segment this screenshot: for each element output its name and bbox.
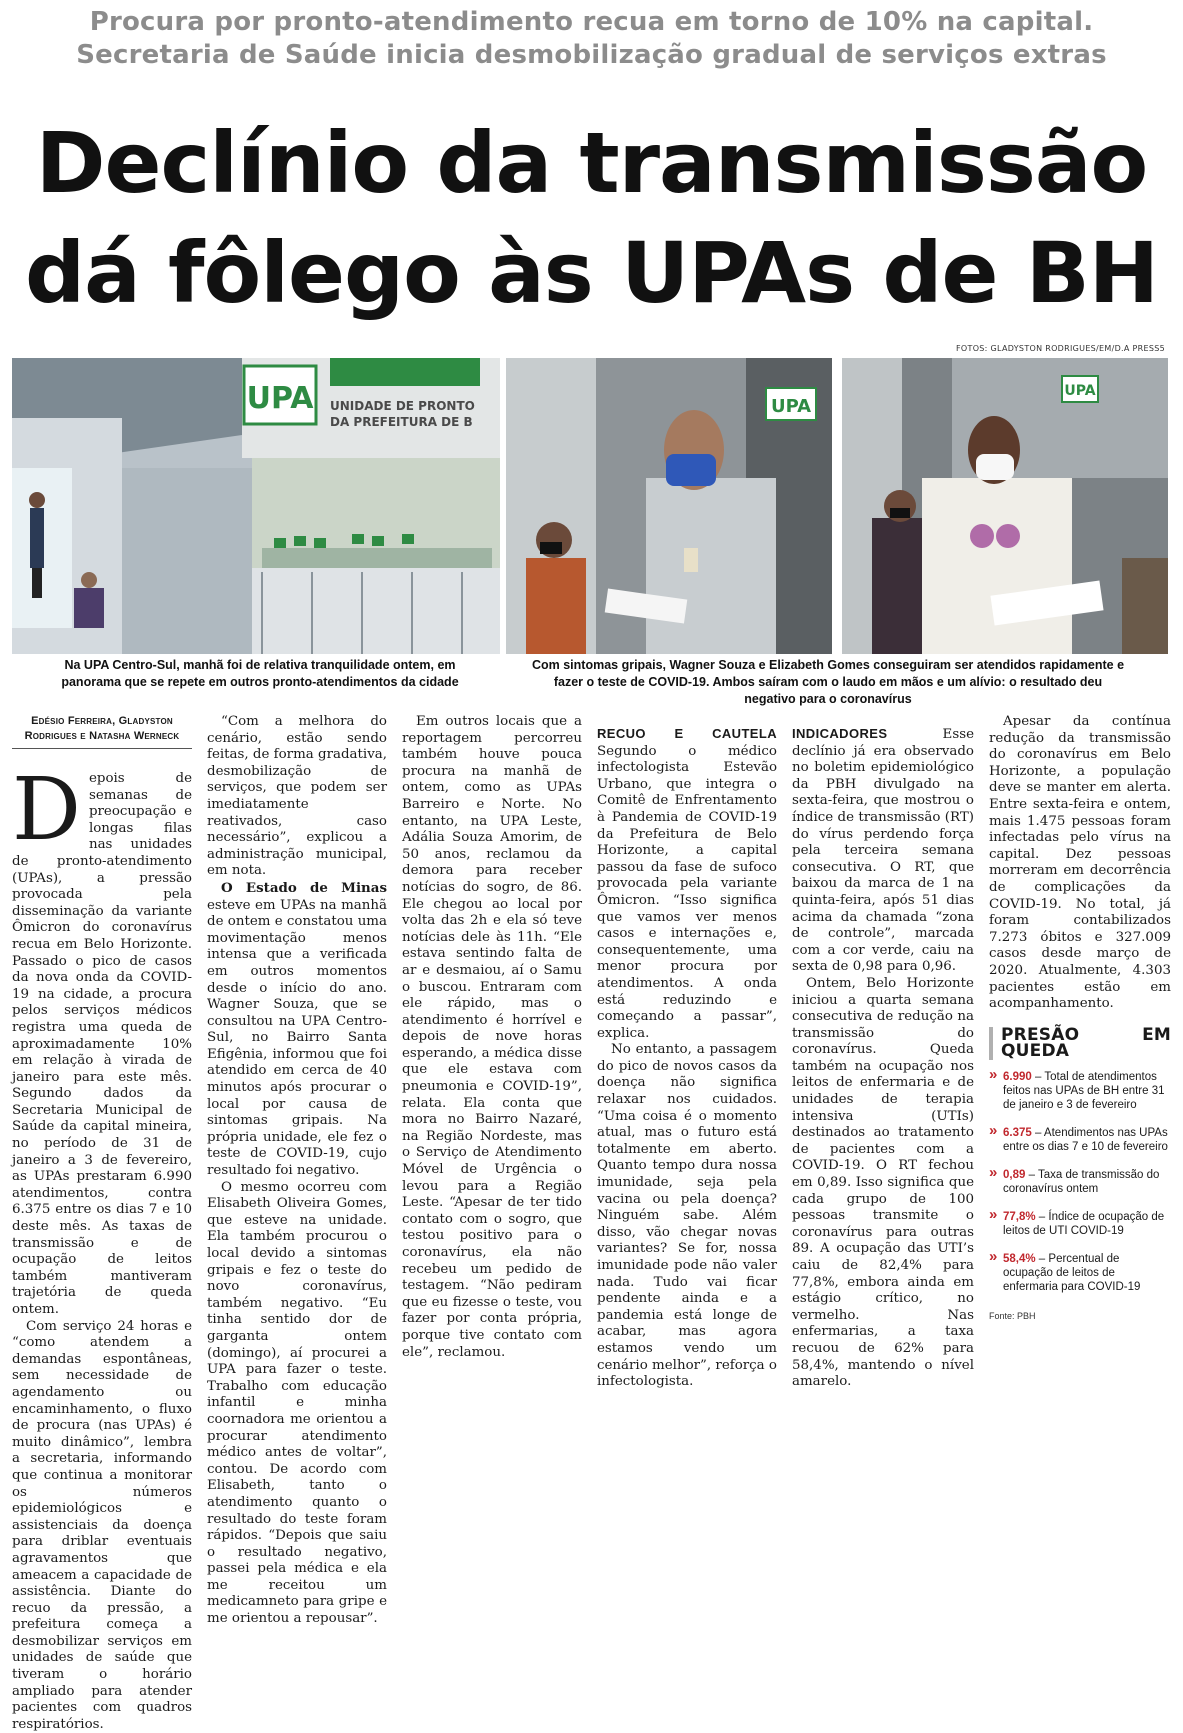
stat-text: – Total de atendimentos feitos nas UPAs de BH entre 31 de janeiro e 3 de fevereiro [1003,1070,1165,1111]
photo-elizabeth-gomes [842,358,1168,654]
paragraph-4-publication: O Estado de Minas [221,879,387,896]
caption-left: Na UPA Centro-Sul, manhã foi de relativa tranquilidade ontem, em panorama que se repete em outros pronto-atendimentos da cidade [61,658,459,689]
paragraph-9: Esse declínio já era observado no boletim epidemiológico da PBH divulgado na sexta-feira, que mostrou o índice de transmissão (RT) do vírus perdendo força pela terceira semana consecutiva. O RT, que baixou da marca de 1 na quinta-feira, após 51 dias acima da chamada “zona de controle”, marcada com a cor verde, caiu na sexta de 0,98 para 0,96. [792,727,974,975]
stat-item [989,1121,1171,1154]
column-1 [12,714,192,1732]
column-5 [792,714,974,1390]
byline: Edésio Ferreira, Gladyston Rodrigues e Natasha Werneck [12,714,192,749]
headline-line-2: dá fôlego às UPAs de BH [24,224,1159,322]
stat-value: 6.375 [1003,1126,1032,1139]
photo3-sign: UPA [1064,383,1096,399]
paragraph-11: Apesar da contínua redução da transmissão do coronavírus em Belo Horizonte, a população deve se manter em alerta. Entre sexta-feira e ontem, mais 1.475 pessoas foram infectadas pelo vírus na capital. Dez pessoas morreram em decorrência de complicações da COVID-19. No total, já foram contabilizados 7.273 óbitos e 327.009 casos desde março de 2020. Atualmente, 4.303 pacientes estão em acompanhamento. [989,714,1171,1012]
subhead-indicadores: INDICADORES [792,726,888,741]
photo-upa-centro-sul [12,358,500,654]
kicker-line-2: Secretaria de Saúde inicia desmobilização gradual de serviços extras [76,40,1107,70]
stat-item [989,1205,1171,1238]
paragraph-4: esteve em UPAs na manhã de ontem e constatou uma movimentação menos intensa que a verificada em outros momentos desde o início do ano. Wagner Souza, que se consultou na UPA Centro-Sul, no Bairro Santa Efigênia, informou que foi atendido em cerca de 40 minutos após procurar o local por causa de sintomas gripais. Na própria unidade, ele fez o teste de COVID-19, cujo resultado foi negativo. [207,897,387,1179]
caption-right: Com sintomas gripais, Wagner Souza e Elizabeth Gomes conseguiram ser atendidos rapidamente e fazer o teste de COVID-19. Ambos saíram com o laudo em mãos e um alívio: o resultado deu negativo para o coronavírus [531,658,1125,706]
column-6 [989,714,1171,1321]
paragraph-7: Segundo o médico infectologista Estevão Urbano, que integra o Comitê de Enfrentamento à Pandemia de COVID-19 da Prefeitura de Belo Horizonte, a capital passou da fase de sufoco provocada pela variante Ômicron. “Isso significa que vamos ver menos casos e internações e, consequentemente, uma menor procura por atendimentos. A onda está reduzindo e começando a passar”, explica. [597,743,777,1041]
stat-text: – Índice de ocupação de leitos de UTI COVID-19 [1003,1210,1165,1237]
chevron-right-icon: » [989,1205,998,1223]
headline [0,108,1183,328]
chevron-right-icon: » [989,1065,998,1083]
photo1-sign: UPA [246,381,314,416]
paragraph-8: No entanto, a passagem do pico de novos casos da doença não significa relaxar nos cuidados. “Uma coisa é o momento atual, mas o futuro está totalmente em aberto. Quanto tempo dura nossa imunidade, seja pela vacina ou pela doença? Ninguém sabe. Além disso, vão chegar novas variantes? Se for, nossa imunidade pode não valer nada. Tudo vai ficar pendente ainda e a pandemia está longe de acabar, mas agora estamos vendo um cenário melhor”, reforça o infectologista. [597,1042,777,1390]
photo1-banner-2: DA PREFEITURA DE B [330,415,473,429]
paragraph-3: “Com a melhora do cenário, estão sendo feitas, de forma gradativa, desmobilização de serviços, que podem ser imediatamente reativados, caso necessário”, explicou a administração municipal, em nota. [207,714,388,879]
stat-text: – Taxa de transmissão do coronavírus ontem [1003,1168,1160,1195]
paragraph-2: Com serviço 24 horas e “como atendem a demandas espontâneas, sem necessidade de agendamento ou encaminhamento, o fluxo de procura (nas UPAs) é muito dinâmico”, lembra a secretaria, informando que continua a monitorar os números epidemiológicos e assistenciais da doença para driblar eventuais agravamentos que ameacem a capacidade de assistência. Diante do recuo da pressão, a prefeitura começa a desmobilizar serviços em unidades de saúde que tiveram o horário ampliado para atender pacientes com quadros respiratórios. [12,1318,192,1732]
paragraph-1: epois de semanas de preocupação e longas filas nas unidades de pronto-atendimento (UPAs), a pressão provocada pela disseminação da variante Ômicron do coronavírus recua em Belo Horizonte. Passado o pico de casos da nova onda da COVID-19 na cidade, a procura pelos serviços médicos registra uma queda de aproximadamente 10% em relação à virada de janeiro para este mês. Segundo dados da Secretaria Municipal de Saúde da capital mineira, no período de 31 de janeiro a 3 de fevereiro, as UPAs prestaram 6.990 atendimentos, contra 6.375 entre os dias 7 e 10 deste mês. As taxas de transmissão e de ocupação de leitos também mantiveram trajetória de queda ontem. [12,771,192,1317]
column-3 [402,714,582,1360]
stat-item [989,1163,1171,1196]
photo2-sign: UPA [770,396,812,417]
chevron-right-icon: » [989,1163,998,1181]
kicker-line-1: Procura por pronto-atendimento recua em torno de 10% na capital. [89,7,1094,37]
paragraph-6: Em outros locais que a reportagem percorreu também houve pouca procura na manhã de ontem, como as UPAs Barreiro e Norte. No entanto, na UPA Leste, Adália Souza Amorim, de 50 anos, reclamou da demora para receber notícias do sogro, de 86. Ele chegou ao local por volta das 2h e ela só teve notícias dele às 11h. “Ele estava sentindo falta de ar e desmaiou, aí o Samu o buscou. Entraram com ele rápido, mas o atendimento é horrível e depois de nove horas esperando, a médica disse que ele estava com pneumonia e COVID-19”, relata. Ela conta que mora no Bairro Nazaré, na Região Nordeste, mas o Serviço de Atendimento Móvel de Urgência o levou para a Região Leste. “Apesar de ter tido contato com o sogro, que testou positivo para o coronavírus, ela não recebeu um pedido de testagem. “Não pediram que eu fizesse o teste, vou fazer por conta própria, porque tive contato com ele”, reclamou. [402,714,582,1360]
photo-wagner-souza [506,358,832,654]
stat-value: 58,4% [1003,1252,1036,1265]
kicker [0,6,1183,72]
subhead-recuo: RECUO E CAUTELA [597,726,777,741]
column-2 [207,714,388,1627]
chevron-right-icon: » [989,1121,998,1139]
stat-item [989,1065,1171,1112]
stat-item [989,1247,1171,1294]
paragraph-10: Ontem, Belo Horizonte iniciou a quarta semana consecutiva de redução na transmissão do coronavírus. Queda também na ocupação nos leitos de enfermaria e de unidades de terapia intensiva (UTIs) destinados ao tratamento de pacientes com a COVID-19. O RT fechou em 0,89. Isso significa que cada grupo de 100 pessoas transmite o coronavírus para outras 89. A ocupação das UTI’s caiu de 82,4% para 77,8%, embora ainda em estágio crítico, no vermelho. Nas enfermarias, a taxa recuou de 62% para 58,4%, mantendo o nível amarelo. [792,975,974,1390]
column-4 [597,714,777,1390]
drop-cap: D [12,760,81,860]
photo1-banner-1: UNIDADE DE PRONTO [330,399,475,413]
stat-value: 0,89 [1003,1168,1026,1181]
sidebar-title: PRESÃO EM QUEDA [989,1027,1171,1060]
stat-value: 77,8% [1003,1210,1036,1223]
photo-credit: FOTOS: GLADYSTON RODRIGUES/EM/D.A PRESS5 [956,344,1165,353]
chevron-right-icon: » [989,1247,998,1265]
headline-line-1: Declínio da transmissão [35,114,1148,212]
paragraph-5: O mesmo ocorreu com Elisabeth Oliveira Gomes, que esteve na unidade. Ela também procurou o local devido a sintomas gripais e fez o teste do novo coronavírus, também negativo. “Eu tinha sentido dor de garganta ontem (domingo), aí procurei a UPA para fazer o teste. Trabalho com educação infantil e minha coornadora me orientou a procurar atendimento médico antes de voltar”, contou. De acordo com Elisabeth, tanto o atendimento quanto o resultado do teste foram rápidos. “Depois que saiu o resultado negativo, passei pela médica e ela me receitou um medicamneto para gripe e me orientou a repousar”. [207,1179,387,1627]
stat-text: – Atendimentos nas UPAs entre os dias 7 e 10 de fevereiro [1003,1126,1168,1153]
sidebar-source: Fonte: PBH [989,1310,1036,1321]
stat-text: – Percentual de ocupação de leitos de enfermaria para COVID-19 [1003,1252,1141,1293]
stat-value: 6.990 [1003,1070,1032,1083]
